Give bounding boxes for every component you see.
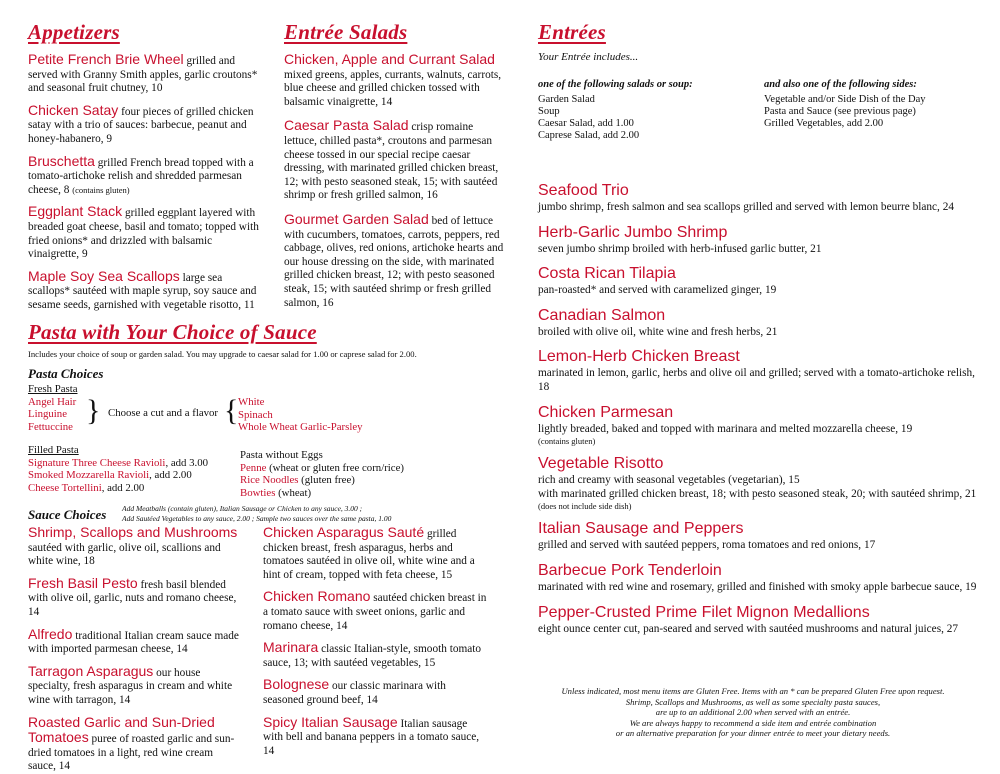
- fresh-pasta-item: Angel Hair: [28, 395, 77, 408]
- salad-option: Garden Salad: [538, 94, 595, 105]
- item-name: Petite French Brie Wheel: [28, 51, 184, 67]
- entree-item: [538, 519, 978, 553]
- noegg-pasta-item: [240, 474, 404, 487]
- entree-desc: seven jumbo shrimp broiled with herb-infused garlic butter, 21: [538, 242, 822, 255]
- noegg-name: Bowties: [240, 486, 276, 499]
- appetizers-section: [28, 20, 260, 313]
- entree-desc: marinated with red wine and rosemary, grilled and finished with smoky apple barbecue sauce, 19: [538, 580, 977, 593]
- sauce-note: Add Meatballs (contain gluten), Italian Sausage or Chicken to any sauce, 3.00 ;: [122, 504, 363, 513]
- flavor-item: White: [238, 396, 265, 408]
- filled-pasta: [28, 444, 208, 494]
- item-name: Caesar Pasta Salad: [284, 117, 409, 134]
- salad-item: [284, 53, 506, 109]
- left-brace: }: [86, 394, 101, 427]
- entree-item: [538, 403, 978, 447]
- footer-line: We are always happy to recommend a side item and entrée combination: [629, 717, 877, 728]
- pasta-flavors: [238, 396, 363, 434]
- item-note: (contains gluten): [72, 184, 130, 195]
- sauce-item: [28, 713, 242, 774]
- item-name: Bruschetta: [28, 152, 95, 169]
- sauce-item: [28, 574, 242, 620]
- salads-section: [284, 20, 506, 310]
- choose-text: Choose a cut and a flavor: [108, 407, 219, 419]
- item-name: Fresh Basil Pesto: [28, 574, 138, 591]
- sauce-choices-head: Sauce Choices: [28, 507, 107, 522]
- entrees-title: Entrées: [538, 20, 606, 44]
- filled-name: Smoked Mozzarella Ravioli: [28, 469, 150, 481]
- right-brace: {: [224, 394, 239, 427]
- item-desc: grilled chicken breast, fresh asparagus, herbs and tomatoes sautéed in olive oil, white wine and a hint of cream, topped with feta cheese, 15: [263, 528, 475, 581]
- flavor-item: Whole Wheat Garlic-Parsley: [238, 421, 363, 433]
- item-name: Chicken Asparagus Sauté: [263, 524, 425, 540]
- item-name: Roasted Garlic and Sun-Dried Tomatoes: [28, 713, 215, 746]
- footer-line: Unless indicated, most menu items are Gluten Free. Items with an * can be prepared Gluten Free upon request.: [561, 686, 945, 696]
- appetizer-item: [28, 101, 260, 147]
- item-name: Marinara: [263, 639, 319, 656]
- item-desc: large sea scallops* sautéed with maple syrup, soy sauce and sesame seeds, garnished with vegetable risotto, 11: [28, 271, 257, 311]
- noegg-note: (gluten free): [298, 474, 355, 486]
- entree-name: Pepper-Crusted Prime Filet Mignon Medallions: [538, 603, 870, 621]
- filled-name: Signature Three Cheese Ravioli: [28, 456, 166, 469]
- entree-desc: rich and creamy with seasonal vegetables (vegetarian), 15: [538, 474, 800, 487]
- entrees-includes: Your Entrée includes...: [538, 51, 639, 63]
- noegg-pasta-item: [240, 487, 404, 500]
- entree-desc-2: with marinated grilled chicken breast, 18; with pesto seasoned steak, 20; with sautéed shrimp, 21: [538, 487, 977, 500]
- item-desc: fresh basil blended with olive oil, garlic, nuts and romano cheese, 14: [28, 578, 237, 618]
- item-name: Bolognese: [263, 676, 330, 693]
- item-desc: grilled eggplant layered with breaded goat cheese, basil and tomato; topped with fried onions* and drizzled with balsamic vinaigrette, 9: [28, 207, 259, 261]
- entree-name: Lemon-Herb Chicken Breast: [538, 348, 740, 366]
- entree-desc: marinated in lemon, garlic, herbs and olive oil and grilled; served with a tomato-artichoke relish, 18: [538, 367, 975, 393]
- sauce-item: [28, 526, 242, 569]
- sauce-item: [28, 625, 242, 657]
- item-name: Chicken, Apple and Currant Salad: [284, 51, 495, 67]
- sides-options-head: and also one of the following sides:: [764, 79, 917, 90]
- item-desc: grilled and served with Granny Smith apples, garlic croutons* and seasonal fruit chutney, 10: [28, 55, 258, 95]
- salad-item: [284, 119, 506, 203]
- entree-name: Costa Rican Tilapia: [538, 265, 676, 283]
- side-option: Grilled Vegetables, add 2.00: [764, 118, 884, 129]
- pasta-title: Pasta with Your Choice of Sauce: [28, 320, 317, 344]
- noegg-note: (wheat): [275, 486, 312, 499]
- appetizers-title: Appetizers: [28, 20, 120, 44]
- sauces-right: [263, 522, 489, 758]
- filled-pasta-item: [28, 482, 208, 495]
- entree-item: [538, 347, 978, 394]
- item-name: Maple Soy Sea Scallops: [28, 267, 180, 284]
- salad-item: [284, 210, 506, 310]
- sauce-item: [263, 590, 489, 633]
- sauce-item: [263, 526, 489, 582]
- noegg-pasta: [240, 449, 404, 499]
- item-desc: sautéed with garlic, olive oil, scallions and white wine, 18: [28, 541, 221, 568]
- appetizer-item: [28, 205, 260, 261]
- entree-note: (contains gluten): [538, 436, 596, 447]
- side-option: Pasta and Sauce (see previous page): [764, 106, 916, 117]
- entree-item: [538, 561, 978, 595]
- item-desc: our classic marinara with seasoned ground beef, 14: [263, 680, 446, 706]
- pasta-choices-head: Pasta Choices: [28, 366, 104, 381]
- item-desc: bed of lettuce with cucumbers, tomatoes, carrots, peppers, red cabbage, olives, red onions, artichoke hearts and our house dressing on the side, with marinated grilled chicken breast, 12; with pesto seasoned steak, 15; with sautéed shrimp or fresh grilled salmon, 16: [284, 214, 504, 309]
- entree-desc: grilled and served with sautéed peppers, roma tomatoes and red onions, 17: [538, 539, 876, 552]
- entree-desc: pan-roasted* and served with caramelized ginger, 19: [538, 284, 777, 297]
- noegg-name: Penne: [240, 461, 267, 474]
- filled-name: Cheese Tortellini: [28, 481, 102, 494]
- flavor-item: Spinach: [238, 408, 273, 421]
- item-desc: four pieces of grilled chicken satay with a trio of sauces: barbecue, peanut and honey-habanero, 9: [28, 105, 254, 145]
- entree-name: Chicken Parmesan: [538, 403, 674, 421]
- item-desc: crisp romaine lettuce, chilled pasta*, croutons and parmesan cheese tossed in our special recipe caesar dressing, with marinated grilled chicken breast, 12; with pesto seasoned steak, 15; with sautéed shrimp or fresh grilled salmon, 16: [284, 121, 499, 202]
- filled-pasta-item: [28, 469, 208, 482]
- noegg-note: (wheat or gluten free corn/rice): [266, 461, 404, 474]
- entree-item: [538, 454, 978, 511]
- sauce-item: [263, 678, 489, 707]
- salad-options-head: one of the following salads or soup:: [538, 79, 693, 90]
- pasta-intro: Includes your choice of soup or garden salad. You may upgrade to caesar salad for 1.00 or caprese salad for 2.00.: [28, 349, 417, 359]
- appetizer-item: [28, 152, 260, 198]
- item-desc: traditional Italian cream sauce made with imported parmesan cheese, 14: [28, 629, 239, 656]
- entree-item: [538, 223, 978, 257]
- entree-item: [538, 603, 978, 637]
- item-desc: classic Italian-style, smooth tomato sauce, 13; with sautéed vegetables, 15: [263, 643, 482, 669]
- entree-item: [538, 181, 978, 215]
- noegg-pasta-item: [240, 462, 404, 475]
- filled-price: , add 2.00: [101, 481, 145, 494]
- sauce-notes: [122, 504, 442, 524]
- item-desc: our house specialty, fresh asparagus in cream and white wine with tarragon, 14: [28, 666, 233, 706]
- item-name: Chicken Satay: [28, 101, 119, 118]
- item-name: Gourmet Garden Salad: [284, 210, 429, 227]
- entrees-section: [538, 20, 978, 644]
- filled-pasta-item: [28, 457, 208, 470]
- item-name: Eggplant Stack: [28, 203, 123, 220]
- item-name: Alfredo: [28, 625, 73, 642]
- entree-item: [538, 264, 978, 298]
- item-desc: Italian sausage with bell and banana peppers in a tomato sauce, 14: [263, 717, 480, 757]
- entree-name: Herb-Garlic Jumbo Shrimp: [538, 223, 728, 241]
- footer-line: are up to an additional 2.00 when served with an entrée.: [655, 707, 851, 718]
- entree-note: (does not include side dish): [538, 501, 632, 512]
- salad-option: Soup: [538, 106, 560, 117]
- footer-line: or an alternative preparation for your dinner entrée to meet your dietary needs.: [615, 728, 891, 739]
- entree-name: Italian Sausage and Peppers: [538, 520, 744, 538]
- noegg-name: Rice Noodles: [240, 474, 299, 486]
- sauce-note: Add Sautéed Vegetables to any sauce, 2.00 ; Sample two sauces over the same pasta, 1.00: [122, 514, 392, 523]
- item-desc: puree of roasted garlic and sun-dried tomatoes in a light, red wine cream sauce, 14: [28, 733, 235, 773]
- item-name: Spicy Italian Sausage: [263, 713, 398, 730]
- item-name: Chicken Romano: [263, 588, 371, 605]
- footer-line: Shrimp, Scallops and Mushrooms, as well as some specialty pasta sauces,: [625, 696, 881, 707]
- salad-option: Caprese Salad, add 2.00: [538, 130, 640, 141]
- item-desc: grilled French bread topped with a tomato-artichoke relish and shredded parmesan cheese, 8: [28, 156, 254, 196]
- item-desc: sautéed chicken breast in a tomato sauce with sweet onions, garlic and romano cheese, 14: [263, 592, 487, 632]
- appetizer-item: [28, 53, 260, 96]
- sauce-item: [28, 662, 242, 708]
- fresh-pasta-item: Fettuccine: [28, 420, 73, 433]
- sauce-item: [263, 641, 489, 670]
- entree-name: Barbecue Pork Tenderloin: [538, 561, 722, 579]
- entree-desc: broiled with olive oil, white wine and fresh herbs, 21: [538, 325, 778, 338]
- entree-item: [538, 306, 978, 340]
- entree-desc: lightly breaded, baked and topped with marinara and melted mozzarella cheese, 19: [538, 422, 913, 435]
- filled-pasta-head: Filled Pasta: [28, 444, 79, 456]
- appetizer-item: [28, 267, 260, 313]
- entree-desc: jumbo shrimp, fresh salmon and sea scallops grilled and served with lemon beurre blanc, 24: [538, 201, 954, 213]
- noegg-pasta-head: Pasta without Eggs: [240, 449, 323, 461]
- fresh-pasta-head: Fresh Pasta: [28, 383, 78, 395]
- filled-price: , add 2.00: [149, 469, 192, 481]
- sauces-left: [28, 522, 242, 774]
- item-name: Tarragon Asparagus: [28, 662, 154, 679]
- salads-title: Entrée Salads: [284, 20, 408, 44]
- entree-name: Seafood Trio: [538, 182, 629, 199]
- entree-desc: eight ounce center cut, pan-seared and served with sautéed mushrooms and natural juices, 27: [538, 622, 959, 635]
- salad-option: Caesar Salad, add 1.00: [538, 118, 634, 129]
- entree-name: Canadian Salmon: [538, 306, 666, 324]
- fresh-pasta: [28, 383, 77, 433]
- item-desc: mixed greens, apples, currants, walnuts, carrots, blue cheese and grilled chicken tossed with balsamic vinaigrette, 14: [284, 68, 502, 108]
- pasta-section: [28, 320, 508, 359]
- fresh-pasta-item: Linguine: [28, 408, 67, 420]
- sauce-item: [263, 713, 489, 759]
- side-option: Vegetable and/or Side Dish of the Day: [764, 94, 926, 105]
- entree-name: Vegetable Risotto: [538, 455, 664, 473]
- filled-price: , add 3.00: [165, 456, 209, 469]
- item-name: Shrimp, Scallops and Mushrooms: [28, 524, 238, 540]
- entrees-footer: [528, 686, 978, 739]
